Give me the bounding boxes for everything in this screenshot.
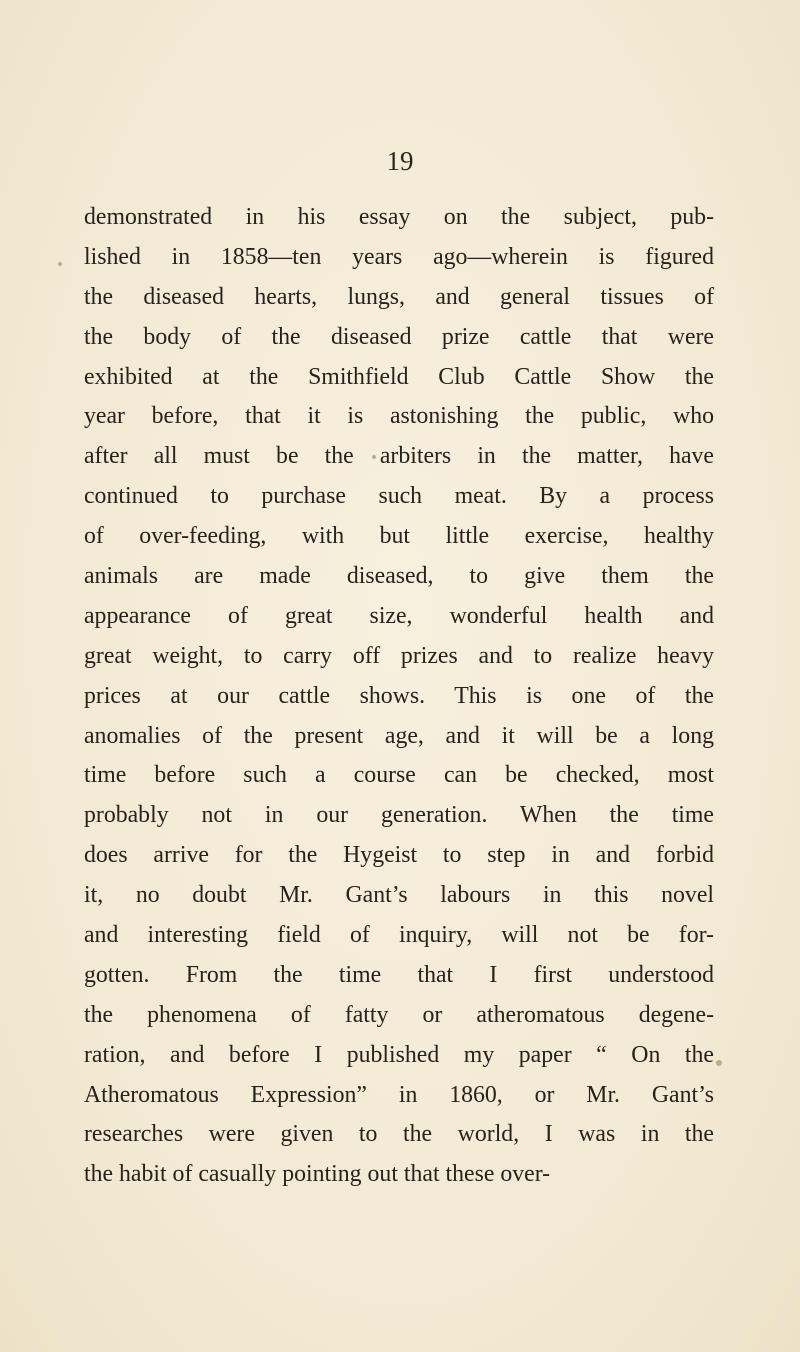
text-line: the phenomena of fatty or atheromatous degene-: [84, 1001, 714, 1028]
text-line: after all must be the arbiters in the matter, have: [84, 443, 714, 470]
text-line: and interesting field of inquiry, will not be for-: [84, 922, 714, 949]
text-line: appearance of great size, wonderful health and: [84, 602, 714, 629]
text-line: Atheromatous Expression” in 1860, or Mr. Gant’s: [84, 1081, 714, 1108]
text-line: great weight, to carry off prizes and to realize heavy: [84, 642, 714, 669]
text-line: animals are made diseased, to give them the: [84, 563, 714, 590]
text-line: probably not in our generation. When the time: [84, 802, 714, 829]
text-line: continued to purchase such meat. By a process: [84, 483, 714, 510]
text-line: does arrive for the Hygeist to step in and forbid: [84, 842, 714, 869]
body-text: [84, 198, 714, 1195]
text-line: researches were given to the world, I was in the: [84, 1121, 714, 1148]
text-line: the habit of casually pointing out that these over-: [84, 1161, 551, 1188]
page-number: 19: [386, 146, 414, 176]
text-line: prices at our cattle shows. This is one of the: [84, 682, 714, 709]
text-line: the body of the diseased prize cattle that were: [84, 323, 714, 350]
paper-speck: [58, 262, 62, 266]
text-line: the diseased hearts, lungs, and general tissues of: [84, 283, 714, 310]
text-line: of over-feeding, with but little exercise, healthy: [84, 523, 714, 550]
text-line: gotten. From the time that I first understood: [84, 961, 714, 988]
text-line: it, no doubt Mr. Gant’s labours in this novel: [84, 882, 714, 909]
text-line: demonstrated in his essay on the subject, pub-: [84, 204, 714, 230]
text-line: year before, that it is astonishing the public, who: [84, 403, 714, 430]
text-line: time before such a course can be checked, most: [84, 762, 714, 789]
text-line: lished in 1858—ten years ago—wherein is figured: [84, 243, 714, 270]
text-line: anomalies of the present age, and it will be a long: [84, 722, 714, 749]
paper-speck: [716, 1060, 722, 1066]
text-line: exhibited at the Smithfield Club Cattle Show the: [84, 363, 714, 390]
text-line: ration, and before I published my paper “ On the: [84, 1041, 714, 1068]
